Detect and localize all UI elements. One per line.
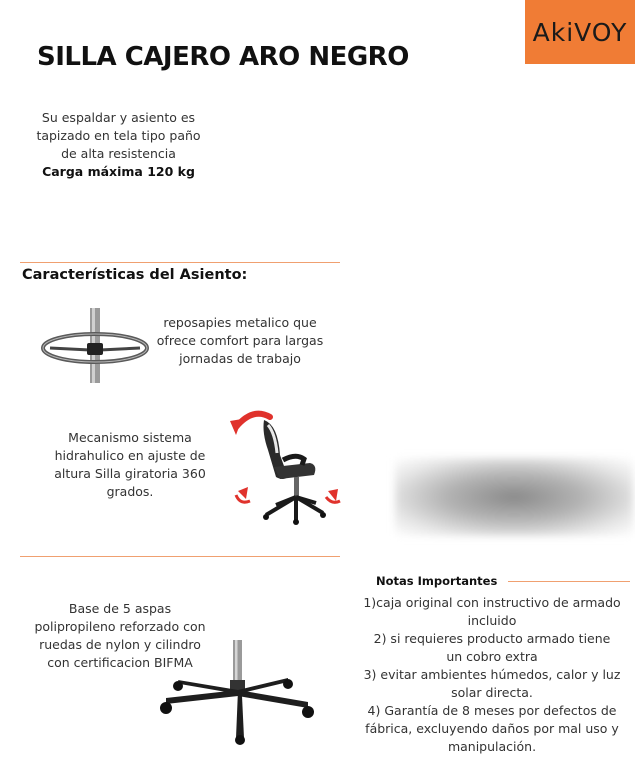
feature-line: altura Silla giratoria 360 bbox=[54, 466, 206, 481]
brand-logo-text: AkiVOY bbox=[532, 17, 628, 47]
note-line: incluido bbox=[467, 613, 517, 628]
feature-line: jornadas de trabajo bbox=[179, 351, 301, 366]
feature-line: hidrahulico en ajuste de bbox=[54, 448, 206, 463]
feature-line: ruedas de nylon y cilindro bbox=[39, 637, 201, 652]
feature-line: polipropileno reforzado con bbox=[34, 619, 206, 634]
intro-line: tapizado en tela tipo paño bbox=[36, 128, 201, 143]
feature-line: con certificacion BIFMA bbox=[47, 655, 193, 670]
feature-line: ofrece comfort para largas bbox=[156, 333, 324, 348]
intro-line: Su espaldar y asiento es bbox=[41, 110, 196, 125]
footrest-ring-image bbox=[40, 308, 150, 383]
feature-footrest-text bbox=[150, 314, 330, 368]
page-title: SILLA CAJERO ARO NEGRO bbox=[37, 42, 409, 72]
section-divider bbox=[20, 262, 340, 263]
note-line: solar directa. bbox=[451, 685, 533, 700]
important-notes bbox=[352, 594, 632, 756]
note-line: 4) Garantía de 8 meses por defectos de bbox=[367, 703, 617, 718]
feature-mechanism-text bbox=[40, 429, 220, 501]
notes-divider bbox=[508, 581, 630, 582]
five-star-base-image bbox=[158, 640, 323, 745]
notes-heading: Notas Importantes bbox=[376, 574, 498, 588]
note-line: 1)caja original con instructivo de armado bbox=[363, 595, 621, 610]
feature-line: Mecanismo sistema bbox=[68, 430, 192, 445]
feature-line: grados. bbox=[106, 484, 154, 499]
note-line: 2) si requieres producto armado tiene bbox=[373, 631, 611, 646]
intro-description bbox=[20, 109, 217, 181]
blurred-product-image bbox=[395, 458, 633, 536]
note-line: fábrica, excluyendo daños por mal uso y bbox=[365, 721, 619, 736]
brand-logo bbox=[525, 0, 635, 64]
section-divider bbox=[20, 556, 340, 557]
feature-line: Base de 5 aspas bbox=[68, 601, 172, 616]
max-load-text: Carga máxima 120 kg bbox=[42, 164, 195, 179]
section-heading: Características del Asiento: bbox=[22, 267, 248, 283]
note-line: manipulación. bbox=[447, 739, 537, 754]
swivel-chair-image bbox=[228, 405, 348, 530]
note-line: 3) evitar ambientes húmedos, calor y luz bbox=[363, 667, 621, 682]
note-line: un cobro extra bbox=[446, 649, 538, 664]
intro-line: de alta resistencia bbox=[61, 146, 176, 161]
feature-line: reposapies metalico que bbox=[163, 315, 317, 330]
